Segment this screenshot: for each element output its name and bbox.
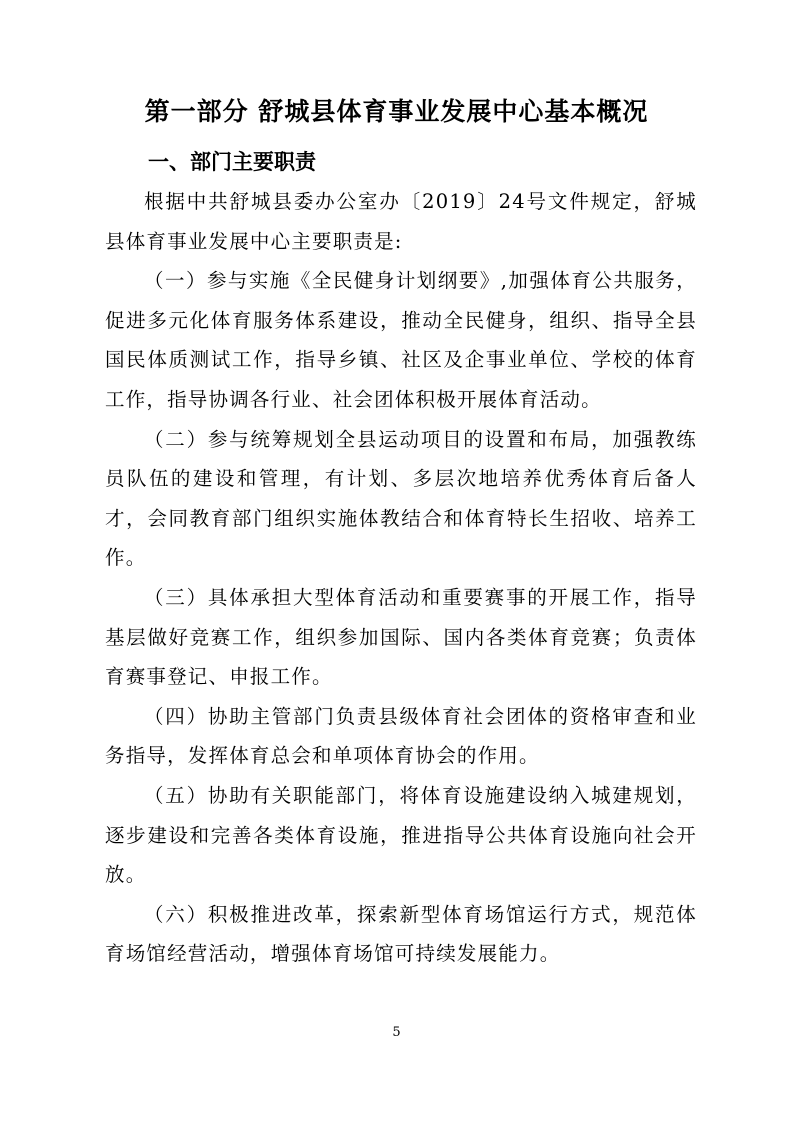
- page-title: 第一部分 舒城县体育事业发展中心基本概况: [144, 97, 649, 126]
- body-text: [105, 182, 697, 974]
- paragraph-duty-3: （三）具体承担大型体育活动和重要赛事的开展工作，指导基层做好竞赛工作，组织参加国际、国内各类体育竞赛；负责体育赛事登记、申报工作。: [105, 585, 697, 689]
- section-heading: 一、部门主要职责: [148, 150, 316, 174]
- paragraph-duty-1: （一）参与实施《全民健身计划纲要》,加强体育公共服务，促进多元化体育服务体系建设，推动全民健身，组织、指导全县国民体质测试工作，指导乡镇、社区及企事业单位、学校的体育工作，指导协调各行业、社会团体积极开展体育活动。: [105, 269, 697, 411]
- paragraph-intro: 根据中共舒城县委办公室办〔2019〕24号文件规定，舒城县体育事业发展中心主要职责是:: [105, 190, 697, 253]
- page-number: 5: [392, 1025, 401, 1040]
- paragraph-duty-6: （六）积极推进改革，探索新型体育场馆运行方式，规范体育场馆经营活动，增强体育场馆可持续发展能力。: [105, 902, 697, 966]
- paragraph-duty-5: （五）协助有关职能部门，将体育设施建设纳入城建规划，逐步建设和完善各类体育设施，推进指导公共体育设施向社会开放。: [105, 783, 697, 887]
- paragraph-duty-4: （四）协助主管部门负责县级体育社会团体的资格审查和业务指导，发挥体育总会和单项体育协会的作用。: [105, 704, 697, 768]
- paragraph-duty-2: （二）参与统筹规划全县运动项目的设置和布局，加强教练员队伍的建设和管理，有计划、多层次地培养优秀体育后备人才，会同教育部门组织实施体教结合和体育特长生招收、培养工作。: [105, 427, 697, 570]
